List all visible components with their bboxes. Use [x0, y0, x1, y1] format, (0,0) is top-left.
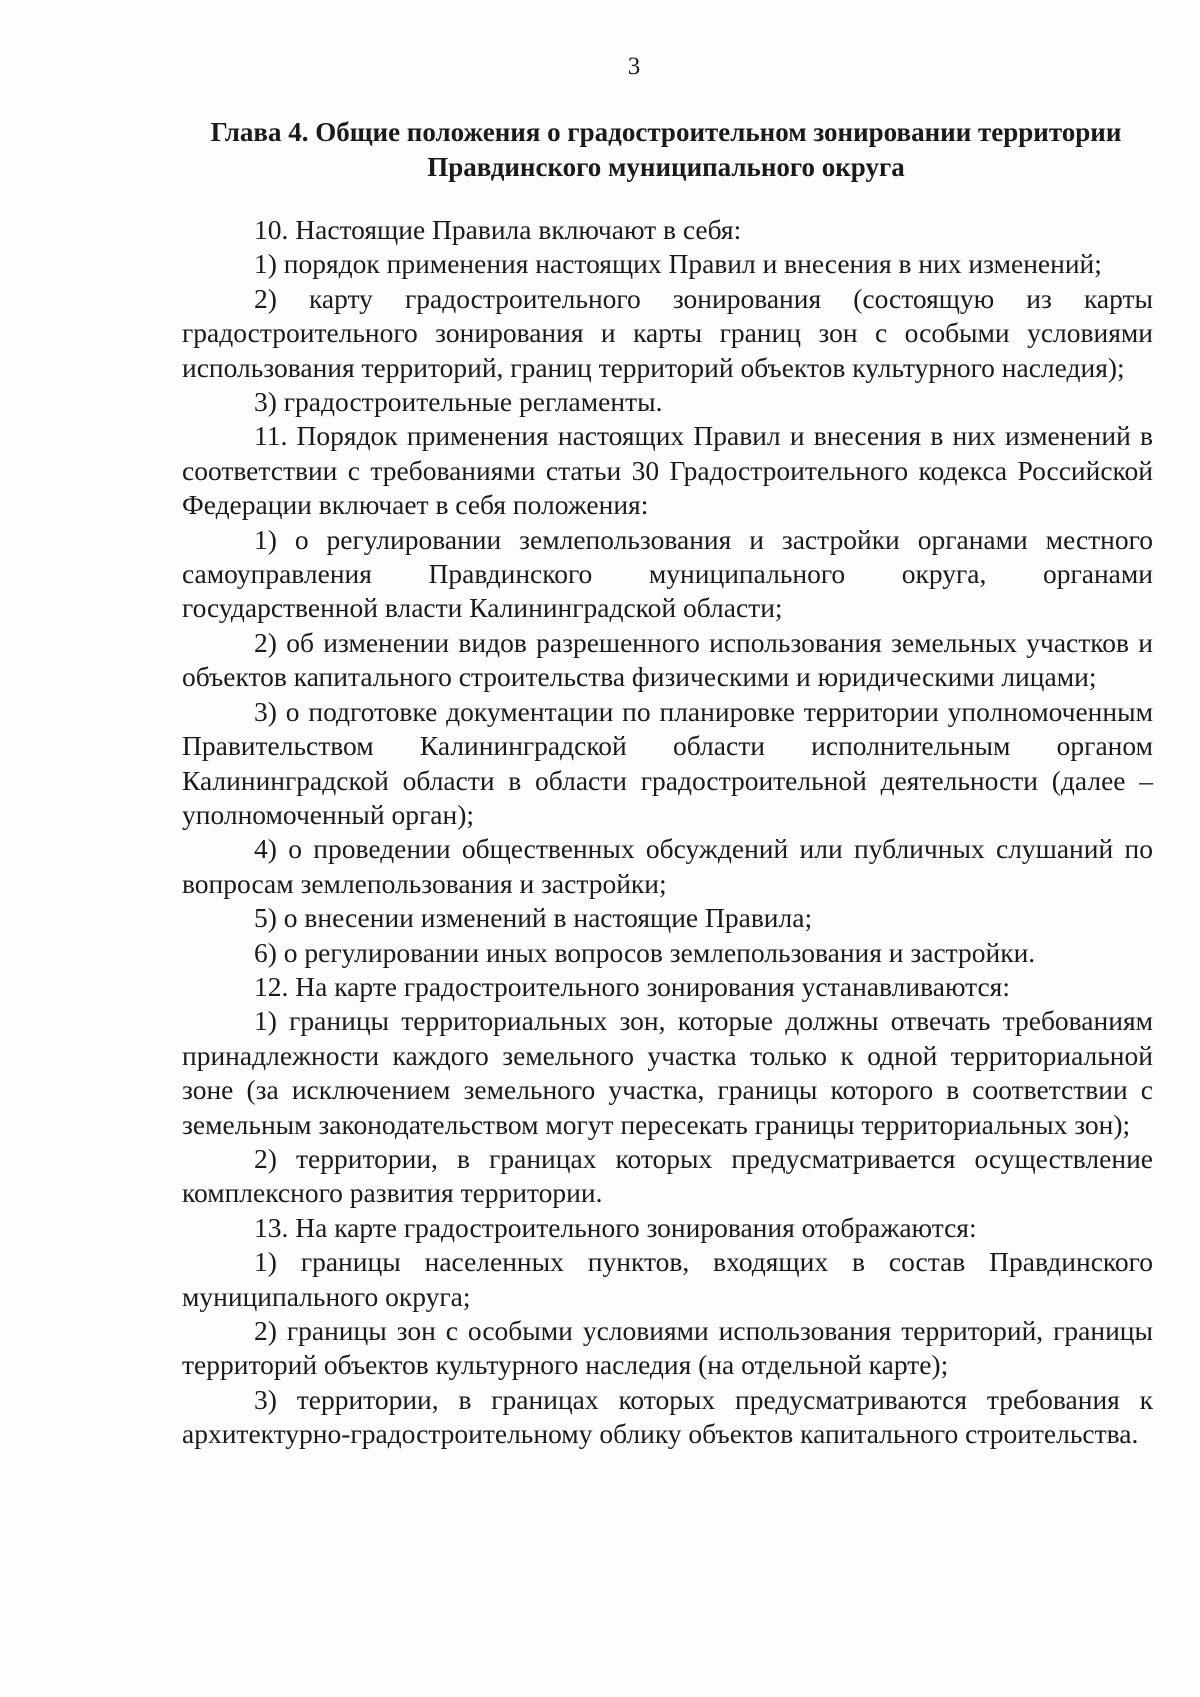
list-item: 2) карту градостроительного зонирования (состоящую из карты градостроительного зонирования и карты границ зон с особыми условиями использования территорий, границ территорий объектов культурного наследия); [182, 282, 1153, 383]
list-item: 2) территории, в границах которых предусматривается осуществление комплексного развития территории. [182, 1142, 1153, 1209]
list-item: 4) о проведении общественных обсуждений или публичных слушаний по вопросам землепользования и застройки; [182, 833, 1153, 899]
list-item: 1) границы населенных пунктов, входящих в состав Правдинского муниципального округа; [182, 1246, 1153, 1312]
body-text [182, 213, 1153, 1452]
chapter-heading-line-2: Правдинского муниципального округа [427, 152, 905, 182]
paragraph: 11. Порядок применения настоящих Правил и внесения в них изменений в соответствии с требованиями статьи 30 Градостроительного кодекса Российской Федерации включает в себя положения: [182, 420, 1153, 521]
paragraph: 13. На карте градостроительного зонирования отображаются: [254, 1211, 977, 1243]
list-item: 2) границы зон с особыми условиями использования территорий, границы территорий объектов культурного наследия (на отдельной карте); [182, 1315, 1153, 1381]
list-item: 1) границы территориальных зон, которые должны отвечать требованиям принадлежности каждого земельного участка только к одной территориальной зоне (за исключением земельного участка, границы которого в соответствии с земельным законодательством могут пересекать границы территориальных зон); [182, 1005, 1153, 1140]
list-item: 5) о внесении изменений в настоящие Правила; [254, 902, 813, 934]
list-item: 3) градостроительные регламенты. [254, 386, 663, 418]
list-item: 3) о подготовке документации по планировке территории уполномоченным Правительством Калининградской области исполнительным органом Калининградской области в области градостроительной деятельности (далее – уполномоченный орган); [182, 695, 1153, 830]
paragraph: 10. Настоящие Правила включают в себя: [254, 214, 742, 245]
list-item: 6) о регулировании иных вопросов землепользования и застройки. [254, 936, 1036, 968]
list-item: 2) об изменении видов разрешенного использования земельных участков и объектов капитального строительства физическими и юридическими лицами; [182, 626, 1153, 693]
chapter-heading-line-1: Глава 4. Общие положения о градостроительном зонировании территории [210, 117, 1122, 147]
list-item: 1) порядок применения настоящих Правил и внесения в них изменений; [254, 248, 1102, 280]
list-item: 3) территории, в границах которых предусматриваются требования к архитектурно-градостроительному облику объектов капитального строительства. [182, 1383, 1153, 1450]
page-number: 3 [627, 53, 641, 80]
list-item: 1) о регулировании землепользования и застройки органами местного самоуправления Правдинского муниципального округа, органами государственной власти Калининградской области; [182, 523, 1153, 624]
chapter-heading [180, 115, 1152, 185]
paragraph: 12. На карте градостроительного зонирования устанавливаются: [254, 970, 1010, 1002]
